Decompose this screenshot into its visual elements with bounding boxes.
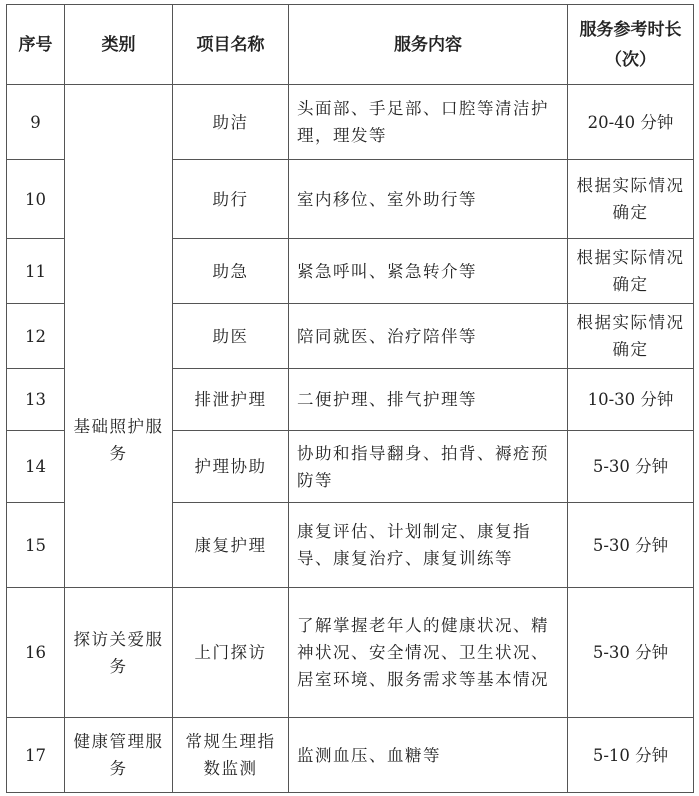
row-content: 头面部、手足部、口腔等清洁护理，理发等 xyxy=(289,85,568,160)
row-item: 助医 xyxy=(173,304,289,369)
row-content: 监测血压、血糖等 xyxy=(289,718,568,793)
row-content: 了解掌握老年人的健康状况、精神状况、安全情况、卫生状况、居室环境、服务需求等基本情况 xyxy=(289,588,568,718)
header-content: 服务内容 xyxy=(289,5,568,85)
row-seq: 17 xyxy=(7,718,65,793)
header-duration: 服务参考时长（次） xyxy=(568,5,694,85)
row-item: 上门探访 xyxy=(173,588,289,718)
row-duration: 根据实际情况确定 xyxy=(568,160,694,239)
row-seq: 14 xyxy=(7,431,65,503)
row-item: 助急 xyxy=(173,239,289,304)
row-seq: 15 xyxy=(7,503,65,588)
row-item: 护理协助 xyxy=(173,431,289,503)
row-item: 助洁 xyxy=(173,85,289,160)
row-duration: 10-30 分钟 xyxy=(568,369,694,431)
row-duration: 20-40 分钟 xyxy=(568,85,694,160)
row-seq: 11 xyxy=(7,239,65,304)
service-table-container xyxy=(6,4,694,793)
row-content: 室内移位、室外助行等 xyxy=(289,160,568,239)
category-label: 基础照护服务 xyxy=(73,417,164,463)
header-row xyxy=(7,5,694,85)
category-label: 探访关爱服务 xyxy=(65,588,173,718)
table-row xyxy=(7,718,694,793)
row-seq: 12 xyxy=(7,304,65,369)
row-seq: 16 xyxy=(7,588,65,718)
row-seq: 9 xyxy=(7,85,65,160)
category-cell xyxy=(65,85,173,588)
table-row xyxy=(7,588,694,718)
row-duration: 根据实际情况确定 xyxy=(568,304,694,369)
header-seq: 序号 xyxy=(7,5,65,85)
row-content: 康复评估、计划制定、康复指导、康复治疗、康复训练等 xyxy=(289,503,568,588)
row-item: 助行 xyxy=(173,160,289,239)
row-item: 常规生理指数监测 xyxy=(173,718,289,793)
row-seq: 13 xyxy=(7,369,65,431)
row-item: 康复护理 xyxy=(173,503,289,588)
row-duration: 5-30 分钟 xyxy=(568,588,694,718)
service-table xyxy=(6,4,694,793)
row-duration: 5-30 分钟 xyxy=(568,431,694,503)
row-seq: 10 xyxy=(7,160,65,239)
row-item: 排泄护理 xyxy=(173,369,289,431)
table-row xyxy=(7,85,694,160)
row-content: 二便护理、排气护理等 xyxy=(289,369,568,431)
row-content: 陪同就医、治疗陪伴等 xyxy=(289,304,568,369)
row-content: 紧急呼叫、紧急转介等 xyxy=(289,239,568,304)
row-duration: 5-10 分钟 xyxy=(568,718,694,793)
header-item: 项目名称 xyxy=(173,5,289,85)
header-category: 类别 xyxy=(65,5,173,85)
row-duration: 根据实际情况确定 xyxy=(568,239,694,304)
category-label: 健康管理服务 xyxy=(65,718,173,793)
row-duration: 5-30 分钟 xyxy=(568,503,694,588)
row-content: 协助和指导翻身、拍背、褥疮预防等 xyxy=(289,431,568,503)
